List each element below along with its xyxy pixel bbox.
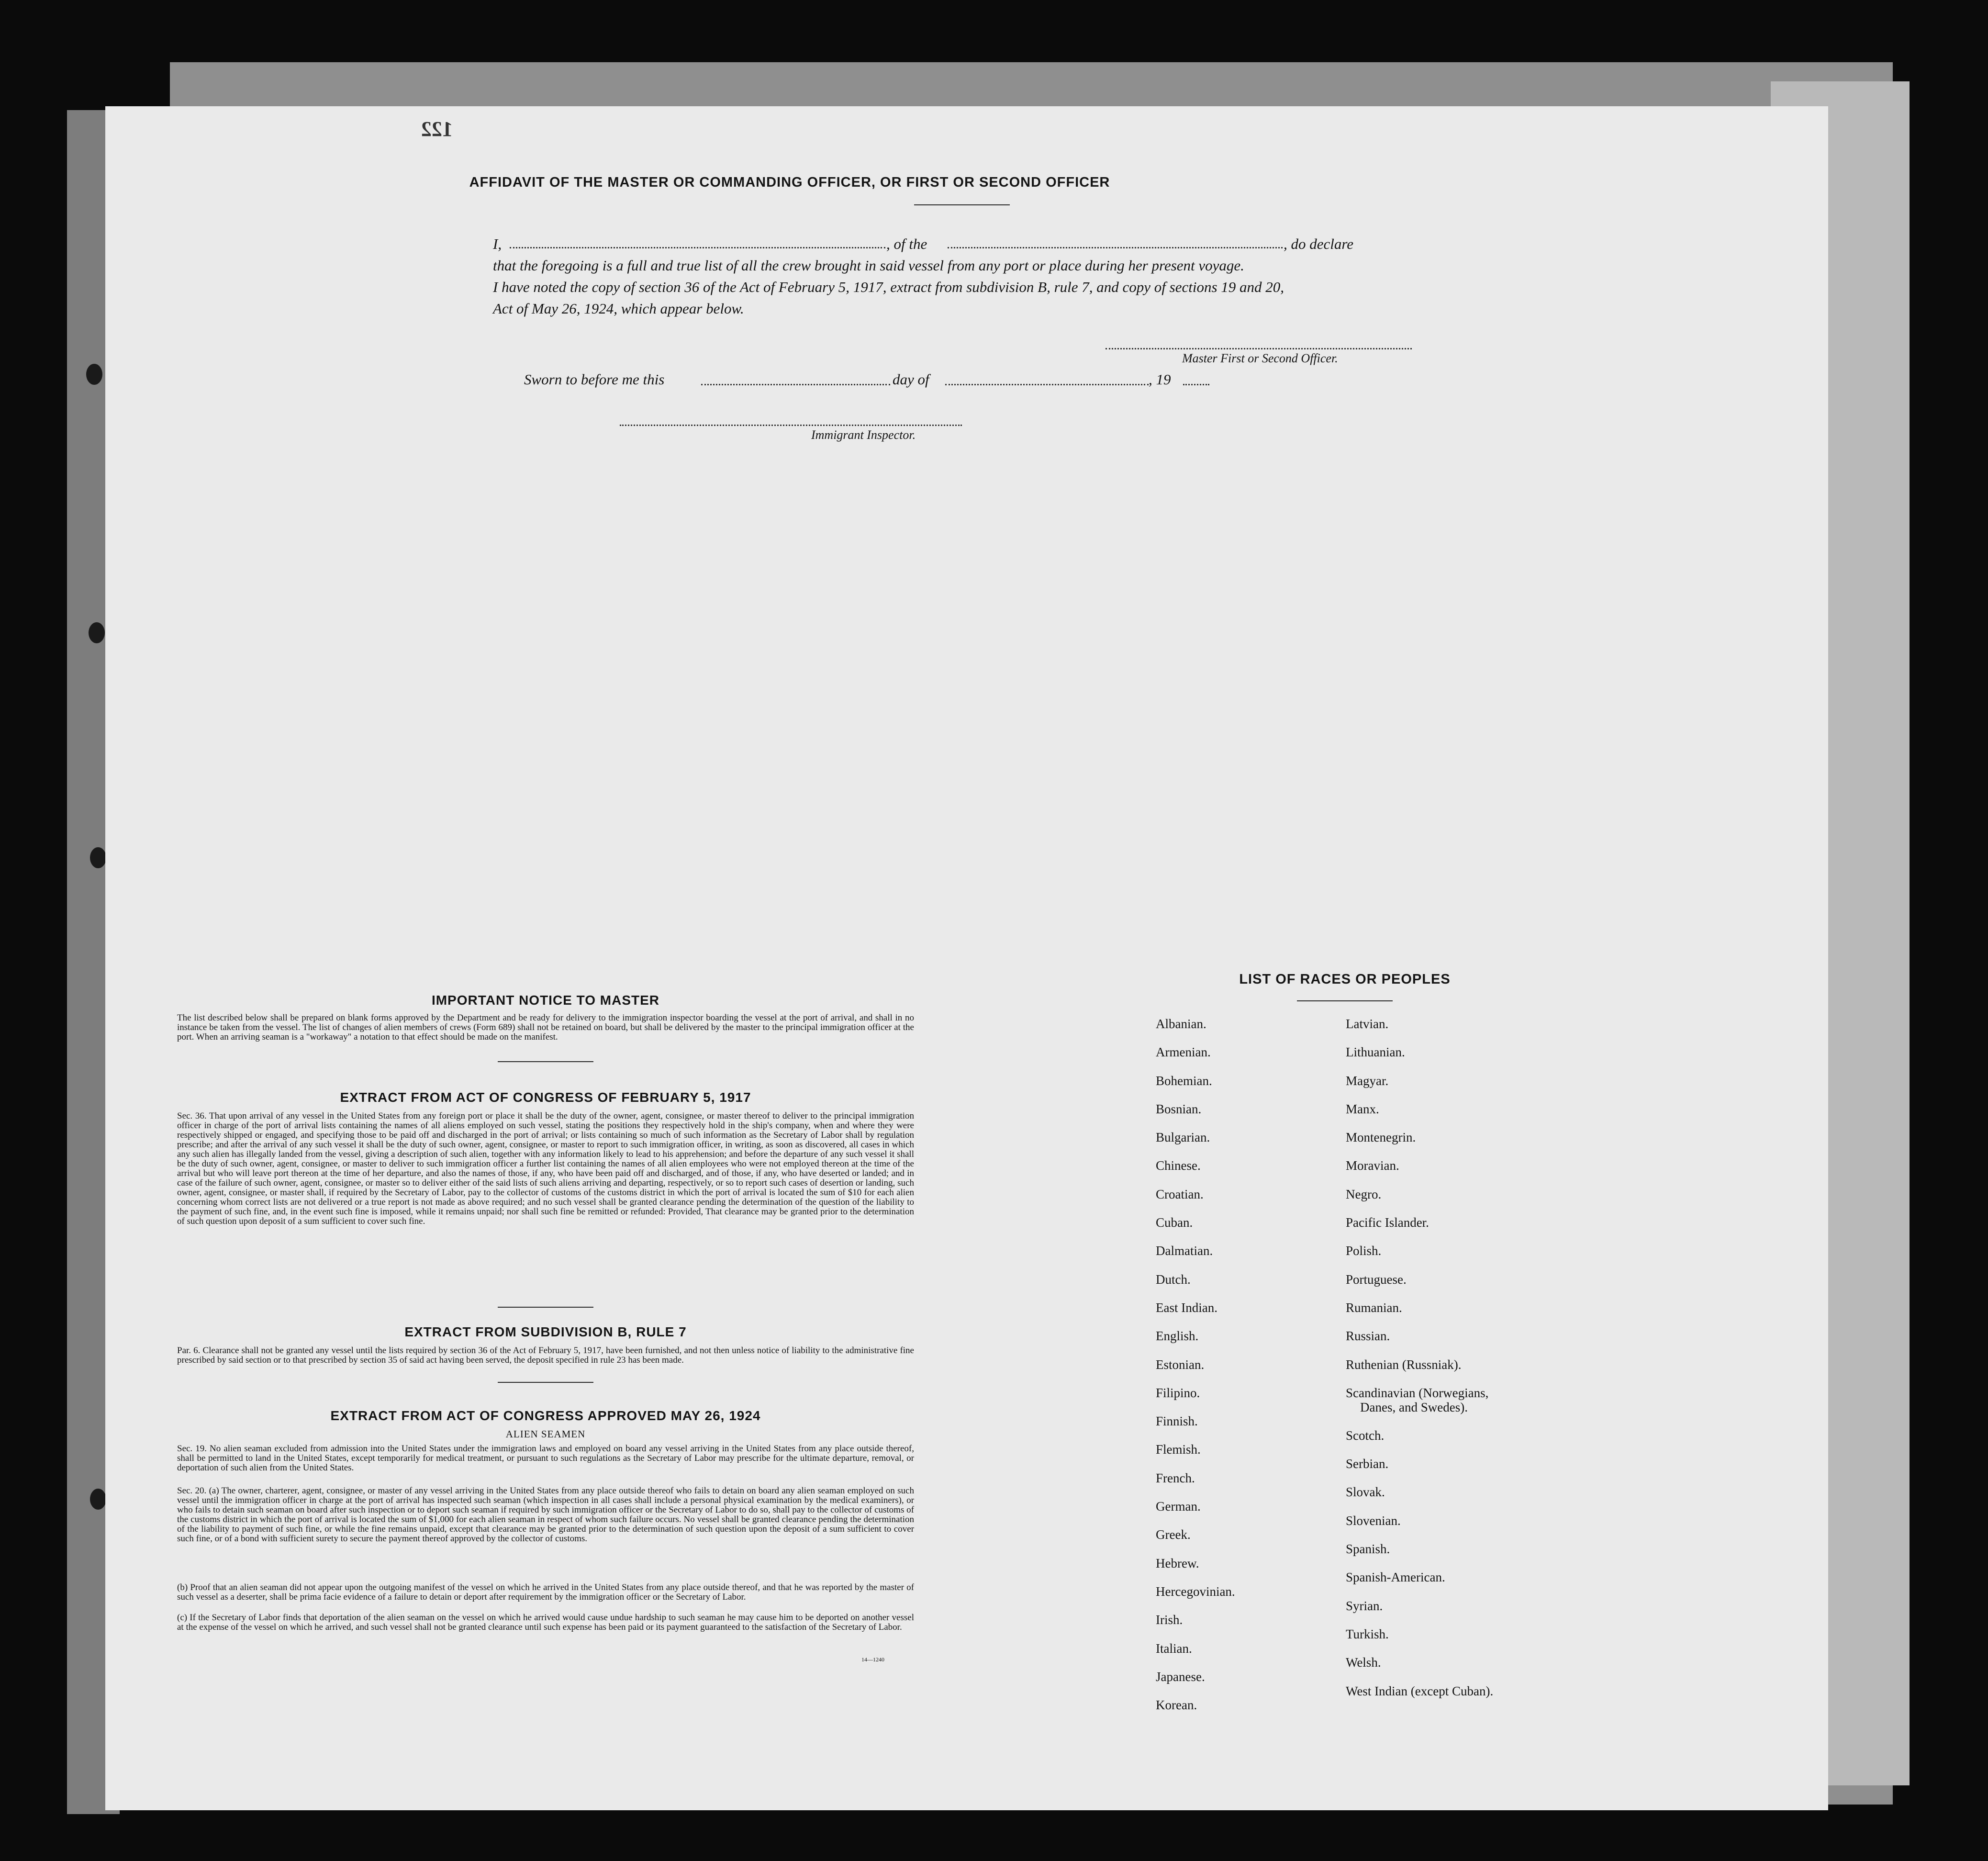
race-item: Dalmatian. — [1156, 1244, 1213, 1258]
race-item: Armenian. — [1156, 1045, 1211, 1060]
race-item: Finnish. — [1156, 1414, 1198, 1429]
signature-blank — [1106, 348, 1412, 349]
binder-hole — [90, 847, 106, 868]
race-item: Lithuanian. — [1346, 1045, 1405, 1060]
signature-label: Master First or Second Officer. — [1182, 351, 1338, 365]
race-item: Spanish. — [1346, 1542, 1390, 1557]
affidavit-line1-i: I, — [493, 235, 502, 252]
race-item: Spanish-American. — [1346, 1570, 1445, 1585]
sec19-text: Sec. 19. No alien seaman excluded from admission into the United States under the immigration laws and employed on board any vessel arriving in the United States from any place outside thereof, shall be permitted to land in the United States, except temporarily for medical treatment, or pursuant to such regulations as the Secretary of Labor may prescribe for the ultimate departure, removal, or deportation of such alien from the United States. — [177, 1444, 914, 1473]
race-item: Syrian. — [1346, 1598, 1383, 1613]
sworn-day-blank — [701, 384, 890, 385]
race-item: Albanian. — [1156, 1017, 1206, 1031]
race-item: Montenegrin. — [1346, 1130, 1416, 1145]
race-item: Estonian. — [1156, 1357, 1205, 1372]
races-right-column — [1346, 1017, 1493, 1712]
races-underline — [1297, 1000, 1393, 1001]
affidavit-line4: Act of May 26, 1924, which appear below. — [493, 300, 744, 317]
races-left-column — [1156, 1017, 1235, 1726]
sec20a-text: Sec. 20. (a) The owner, charterer, agent, consignee, or master of any vessel arriving in the United States from any place outside thereof who fails to detain on board any alien seaman employed on such vessel until the immigration officer in charge at the port of arrival has inspected such seaman (which inspection in all cases shall include a personal physical examination by the medical examiners), or who fails to detain such seaman on board after such inspection or to deport such seaman if required by such immigration officer or the Secretary of Labor to do so, shall pay to the collector of customs of the customs district in which the port of arrival is located the sum of $1,000 for each alien seaman in respect of whom such failure occurs. No vessel shall be granted clearance pending the determination of the liability to payment of such fine, or while the fine remains unpaid, except that clearance may be granted prior to the determination of such question upon the deposit of a sum sufficient to cover such fine, or of a bond with sufficient surety to secure the payment thereof approved by the collector of customs. — [177, 1486, 914, 1544]
margin-number: 122 — [421, 117, 453, 141]
race-item: Polish. — [1346, 1244, 1382, 1258]
race-item: Portuguese. — [1346, 1272, 1407, 1287]
race-item: Bosnian. — [1156, 1101, 1202, 1116]
race-item: Italian. — [1156, 1641, 1192, 1656]
affidavit-line2: that the foregoing is a full and true list of all the crew brought in said vessel from any port or place during her present voyage. — [493, 257, 1244, 274]
race-item: Hercegovinian. — [1156, 1584, 1235, 1599]
race-item: Scotch. — [1346, 1428, 1385, 1443]
race-item: Pacific Islander. — [1346, 1215, 1429, 1230]
binder-hole — [90, 1489, 106, 1510]
binder-hole — [89, 622, 105, 643]
affidavit-line3: I have noted the copy of section 36 of the Act of February 5, 1917, extract from subdivision B, rule 7, and copy of sections 19 and 20, — [493, 279, 1284, 295]
sworn-prefix: Sworn to before me this — [524, 371, 665, 388]
sworn-year-blank — [1183, 384, 1209, 385]
races-title: LIST OF RACES OR PEOPLES — [1239, 972, 1451, 987]
subdivision-b-title: EXTRACT FROM SUBDIVISION B, RULE 7 — [404, 1324, 687, 1339]
sworn-day-of: day of — [893, 371, 929, 388]
race-item: English. — [1156, 1329, 1199, 1344]
race-item: Magyar. — [1346, 1073, 1389, 1088]
vessel-blank — [948, 247, 1283, 248]
inspector-blank — [620, 425, 962, 426]
notice-title: IMPORTANT NOTICE TO MASTER — [431, 993, 660, 1008]
race-item: Russian. — [1346, 1329, 1390, 1344]
form-number: 14—1240 — [861, 1656, 884, 1663]
document-page — [105, 106, 1828, 1810]
race-item: West Indian (except Cuban). — [1346, 1683, 1494, 1698]
affidavit-line1-of: , of the — [886, 235, 927, 252]
race-item: Slovak. — [1346, 1485, 1385, 1500]
race-item: Hebrew. — [1156, 1556, 1199, 1570]
race-item: German. — [1156, 1499, 1201, 1514]
race-item: Manx. — [1346, 1101, 1379, 1116]
extract-1917-title: EXTRACT FROM ACT OF CONGRESS OF FEBRUARY 5, 1917 — [340, 1090, 751, 1105]
race-item: French. — [1156, 1470, 1195, 1485]
race-item: Japanese. — [1156, 1669, 1205, 1684]
extract-1924-title: EXTRACT FROM ACT OF CONGRESS APPROVED MAY 26, 1924 — [330, 1408, 761, 1423]
title-underline — [914, 204, 1010, 205]
inspector-label: Immigrant Inspector. — [811, 428, 916, 442]
race-item: Bulgarian. — [1156, 1130, 1210, 1145]
race-item: Negro. — [1346, 1187, 1382, 1201]
divider — [498, 1307, 593, 1308]
race-item: Cuban. — [1156, 1215, 1193, 1230]
race-item: Ruthenian (Russniak). — [1346, 1357, 1462, 1372]
race-item: Dutch. — [1156, 1272, 1191, 1287]
notice-text: The list described below shall be prepared on blank forms approved by the Department and be ready for delivery to the immigration inspector boarding the vessel at the port of arrival, and shall in no instance be taken from the vessel. The list of changes of alien members of crews (Form 689) shall not be retained on board, but shall be delivered by the master to the principal immigration officer at the port. When an arriving seaman is a "workaway" a notation to that effect should be made on the manifest. — [177, 1013, 914, 1042]
race-item: Slovenian. — [1346, 1513, 1401, 1528]
race-item: Scandinavian (Norwegians, — [1346, 1385, 1489, 1400]
binder-hole — [86, 364, 102, 385]
affidavit-line1-declare: , do declare — [1284, 235, 1354, 252]
race-item: Chinese. — [1156, 1158, 1201, 1173]
race-item: Latvian. — [1346, 1017, 1389, 1031]
race-item: Danes, and Swedes). — [1360, 1400, 1468, 1414]
race-item: Welsh. — [1346, 1655, 1381, 1670]
race-item: East Indian. — [1156, 1300, 1217, 1315]
race-item: Filipino. — [1156, 1385, 1200, 1400]
race-item: Bohemian. — [1156, 1073, 1212, 1088]
divider — [498, 1061, 593, 1062]
race-item: Croatian. — [1156, 1187, 1204, 1201]
subdivision-b-text: Par. 6. Clearance shall not be granted any vessel until the lists required by section 36 of the Act of February 5, 1917, have been furnished, and not then unless notice of liability to the administrative fine prescribed by said section or to that prescribed by section 35 of said act having been served, the deposit specified in rule 23 has been made. — [177, 1345, 914, 1365]
sec20b-text: (b) Proof that an alien seaman did not appear upon the outgoing manifest of the vessel on which he arrived in the United States from any place outside thereof, and that he was reported by the master of such vessel as a deserter, shall be prima facie evidence of a failure to detain or deport after requirement by the immigration officer or the Secretary of Labor. — [177, 1582, 914, 1602]
race-item: Turkish. — [1346, 1626, 1389, 1641]
alien-seamen-subtitle: ALIEN SEAMEN — [505, 1428, 586, 1440]
race-item: Rumanian. — [1346, 1300, 1402, 1315]
race-item: Serbian. — [1346, 1457, 1389, 1471]
sec20c-text: (c) If the Secretary of Labor finds that deportation of the alien seaman on the vessel on which he arrived would cause undue hardship to such seaman he may cause him to be deported on another vessel at the expense of the vessel on which he arrived, and such vessel shall not be granted clearance until such expense has been paid or its payment guaranteed to the satisfaction of the Secretary of Labor. — [177, 1613, 914, 1632]
race-item: Korean. — [1156, 1698, 1197, 1713]
sworn-month-blank — [945, 384, 1149, 385]
race-item: Irish. — [1156, 1613, 1183, 1627]
affidavit-title: AFFIDAVIT OF THE MASTER OR COMMANDING OFFICER, OR FIRST OR SECOND OFFICER — [469, 175, 1110, 190]
race-item: Flemish. — [1156, 1442, 1201, 1457]
race-item: Greek. — [1156, 1527, 1191, 1542]
divider — [498, 1382, 593, 1383]
race-item: Moravian. — [1346, 1158, 1399, 1173]
extract-1917-text: Sec. 36. That upon arrival of any vessel in the United States from any foreign port or place it shall be the duty of the owner, agent, consignee, or master thereof to deliver to the principal immigration officer in charge of the port of arrival lists containing the names of all aliens employed on such vessel, stating the positions they respectively hold in the ship's company, when and where they were respectively shipped or engaged, and specifying those to be paid off and discharged in the port of arrival; or lists containing so much of such information as the Secretary of Labor shall by regulation prescribe; and after the arrival of any such vessel it shall be the duty of such owner, agent, consignee, or master to report to such immigration officer, in writing, as soon as discovered, all cases in which any such alien has illegally landed from the vessel, giving a description of such alien, together with any information likely to lead to his apprehension; and before the departure of any such vessel it shall be the duty of such owner, agent, consignee, or master to deliver to such immigration officer a further list containing the names of all alien employees who were not employed thereon at the time of the arrival but who will leave port thereon at the time of her departure, and also the names of those, if any, who have been paid off and discharged, and of those, if any, who have deserted or landed; and in case of the failure of such owner, agent, consignee, or master so to deliver either of the said lists of such aliens arriving and departing, respectively, or so to report such cases of desertion or landing, such owner, agent, consignee, or master shall, if required by the Secretary of Labor, pay to the collector of customs of the customs district in which the port of arrival is located the sum of $10 for each alien concerning whom correct lists are not delivered or a true report is not made as above required; and no such vessel shall be granted clearance pending the determination of the question of the liability to the payment of such fine, and, in the event such fine is imposed, while it remains unpaid; nor shall such fine be remitted or refunded: Provided, That clearance may be granted prior to the determination of such question upon deposit of a sum sufficient to cover such fine. — [177, 1111, 914, 1226]
name-blank — [510, 247, 885, 248]
sworn-year: , 19 — [1149, 371, 1171, 388]
